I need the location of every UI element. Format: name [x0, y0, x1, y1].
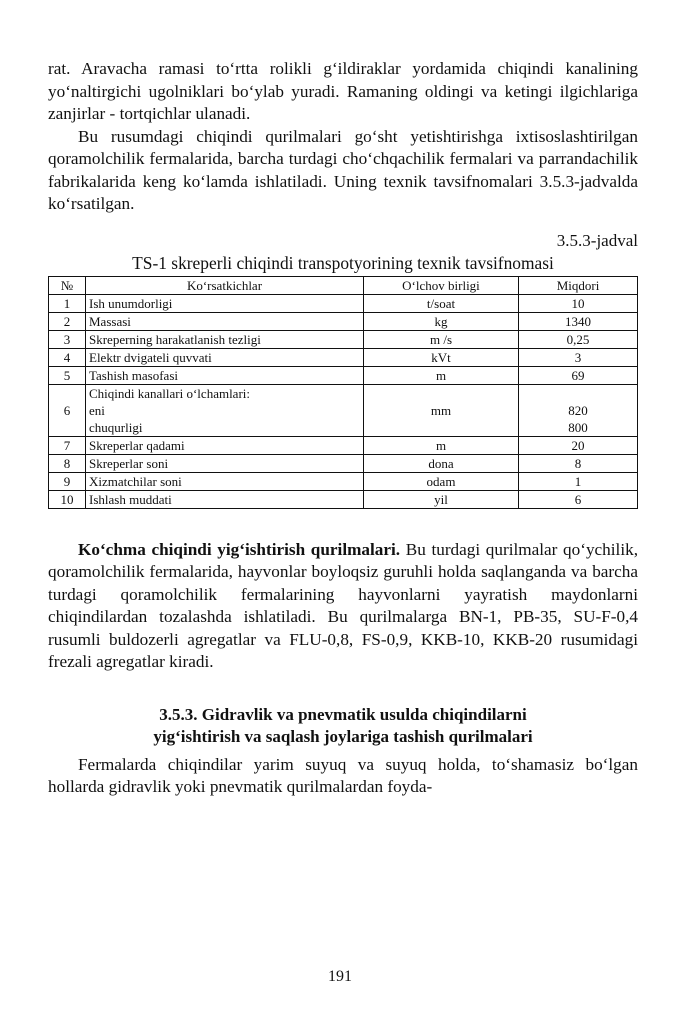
row-number: 3	[49, 330, 86, 348]
row-value: 1	[519, 472, 638, 490]
row-value: 1340	[519, 312, 638, 330]
table-caption: TS-1 skreperli chiqindi transpotyorining texnik tavsifnomasi	[132, 252, 554, 273]
row-value: 0,25	[519, 330, 638, 348]
row-indicator: Ishlash muddati	[86, 490, 364, 508]
page-number: 191	[328, 968, 352, 985]
table-row	[49, 454, 638, 472]
paragraph-1: rat. Aravacha ramasi to‘rtta rolikli g‘ildiraklar yordamida chiqindi kanalining yo‘naltirgichi ugolniklari bo‘ylab yuradi. Ramaning oldingi va ketingi ilgichlariga zanjirlar - tortqichlar ulanadi.	[48, 59, 638, 123]
paragraph-2: Bu rusumdagi chiqindi qurilmalari go‘sht yetishtirishga ixtisoslashtirilgan qoramolchilik fermalarida, barcha turdagi cho‘chqachilik fermalari va parrandachilik fabrikalarida keng ko‘lamda ishlatiladi. Uning texnik tavsifnomalari 3.5.3-jadvalda ko‘rsatilgan.	[48, 126, 638, 213]
table-row	[49, 294, 638, 312]
row-indicator: Skreperning harakatlanish tezligi	[86, 330, 364, 348]
row-number: 7	[49, 436, 86, 454]
row-value: 20	[519, 436, 638, 454]
row-indicator: Ish unumdorligi	[86, 294, 364, 312]
header-indicator: Ko‘rsatkichlar	[86, 276, 364, 294]
section-heading	[48, 704, 638, 748]
table-row	[49, 330, 638, 348]
row-unit: m	[364, 436, 519, 454]
paragraph-3	[48, 539, 638, 674]
table-row	[49, 348, 638, 366]
row-indicator: Elektr dvigateli quvvati	[86, 348, 364, 366]
header-number: №	[49, 276, 86, 294]
row-number: 1	[49, 294, 86, 312]
table-row	[49, 384, 638, 436]
table-row	[49, 490, 638, 508]
row-indicator: Skreperlar soni	[86, 454, 364, 472]
row-sub-indicator: eni	[89, 402, 105, 418]
table-row	[49, 472, 638, 490]
row-number: 8	[49, 454, 86, 472]
table-row	[49, 366, 638, 384]
row-indicator: Massasi	[86, 312, 364, 330]
specs-table	[48, 276, 638, 509]
header-unit: O‘lchov birligi	[364, 276, 519, 294]
header-value: Miqdori	[519, 276, 638, 294]
table-row	[49, 312, 638, 330]
paragraph-3-lead: Ko‘chma chiqindi yig‘ishtirish qurilmalari.	[78, 539, 401, 559]
table-number: 3.5.3-jadval	[556, 230, 638, 250]
row-value: 820	[568, 402, 588, 418]
row-number: 2	[49, 312, 86, 330]
row-unit: kg	[364, 312, 519, 330]
row-value: 6	[519, 490, 638, 508]
row-unit: dona	[364, 454, 519, 472]
row-value: 800	[568, 419, 588, 435]
page-content	[48, 58, 638, 799]
row-unit: mm	[364, 384, 519, 436]
section-title-line-1: 3.5.3. Gidravlik va pnevmatik usulda chiqindilarni	[159, 704, 527, 724]
row-value: 69	[519, 366, 638, 384]
row-number: 6	[49, 384, 86, 436]
row-indicator-multiline	[86, 384, 364, 436]
section-title-line-2: yig‘ishtirish va saqlash joylariga tashish qurilmalari	[153, 726, 533, 746]
row-indicator: Chiqindi kanallari o‘lchamlari:	[89, 385, 251, 401]
row-indicator: Skreperlar qadami	[86, 436, 364, 454]
row-value: 3	[519, 348, 638, 366]
row-value: 10	[519, 294, 638, 312]
row-indicator: Xizmatchilar soni	[86, 472, 364, 490]
row-value-multiline	[519, 384, 638, 436]
row-unit: m	[364, 366, 519, 384]
row-sub-indicator: chuqurligi	[89, 419, 143, 435]
row-value: 8	[519, 454, 638, 472]
row-number: 10	[49, 490, 86, 508]
row-number: 5	[49, 366, 86, 384]
row-unit: m /s	[364, 330, 519, 348]
row-number: 9	[49, 472, 86, 490]
row-number: 4	[49, 348, 86, 366]
row-unit: yil	[364, 490, 519, 508]
row-unit: kVt	[364, 348, 519, 366]
row-unit: t/soat	[364, 294, 519, 312]
paragraph-4: Fermalarda chiqindilar yarim suyuq va suyuq holda, to‘shamasiz bo‘lgan hollarda gidravlik yoki pnevmatik qurilmalardan foyda-	[48, 754, 638, 796]
paragraph-3-body: Bu turdagi qurilmalar qo‘ychilik, qoramolchilik fermalarida, hayvonlar boyloqsiz guruhli holda saqlanganda va barcha turdagi qoramolchilik fermalarining hayvonlarni yayratish maydonlarni chiqindilardan tozalashda ishlatiladi. Bu qurilmalarga BN-1, PB-35, SU-F-0,4 rusumli buldozerli agregatlar va FLU-0,8, FS-0,9, KKB-10, KKB-20 rusumidagi frezali agregatlar kiradi.	[48, 539, 638, 671]
table-row	[49, 436, 638, 454]
table-header-row	[49, 276, 638, 294]
row-indicator: Tashish masofasi	[86, 366, 364, 384]
row-unit: odam	[364, 472, 519, 490]
